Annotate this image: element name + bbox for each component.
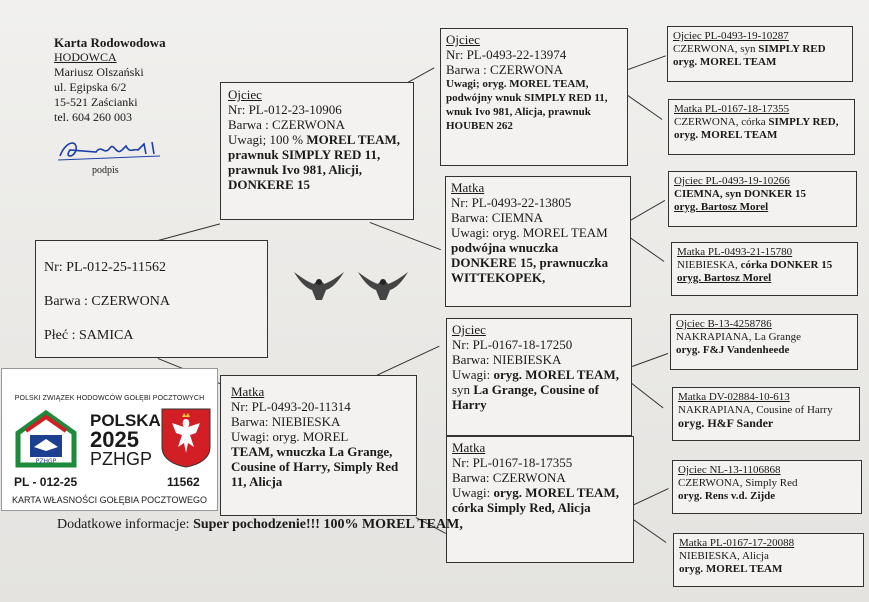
fm-role: Matka — [451, 180, 485, 195]
section-label: HODOWCA — [54, 50, 117, 64]
pigeon-icon — [356, 268, 410, 302]
gg7-ring: NL-13-1106868 — [709, 464, 781, 476]
owner-name: Mariusz Olszański — [54, 65, 144, 79]
breeder-header — [54, 35, 166, 125]
additional-info-text: Super pochodzenie!!! 100% MOREL TEAM, — [193, 517, 463, 532]
gg1-line2 — [673, 43, 847, 56]
mother-ring: Nr: PL-0493-20-11314 — [231, 399, 351, 414]
gg1-box — [667, 26, 853, 82]
mf-notes-a: Uwagi: — [452, 367, 491, 382]
gg3-box — [668, 171, 857, 227]
gg3-origin: oryg. Bartosz Morel — [674, 201, 769, 213]
gg4-ring: PL-0493-21-15780 — [707, 246, 793, 258]
additional-info-label: Dodatkowe informacje: — [57, 517, 190, 532]
card-top-text: POLSKI ZWIĄZEK HODOWCÓW GOŁĘBI POCZTOWYCH — [14, 395, 205, 402]
mm-color: Barwa: CZERWONA — [452, 470, 566, 485]
mother-color: Barwa: NIEBIESKA — [231, 414, 341, 429]
mf-color: Barwa: NIEBIESKA — [452, 352, 562, 367]
fm-ring: Nr: PL-0493-22-13805 — [451, 195, 572, 210]
bird-color: Barwa : CZERWONA — [44, 294, 170, 309]
gg3-role: Ojciec — [674, 175, 703, 187]
gg6-line2: NAKRAPIANA, Cousine of Harry — [678, 404, 833, 416]
gg2-line2 — [674, 116, 849, 142]
gg6-title — [678, 391, 854, 404]
bird-sex: Płeć : SAMICA — [44, 328, 134, 343]
gg2-color: CZERWONA, córka — [674, 116, 766, 128]
owner-phone: tel. 604 260 003 — [54, 110, 132, 124]
gg6-origin: oryg. H&F Sander — [678, 416, 774, 430]
mm-notes-a: Uwagi: — [452, 485, 491, 500]
owner-street: ul. Egipska 6/2 — [54, 80, 127, 94]
polish-eagle-emblem — [160, 407, 212, 469]
gg1-title — [673, 30, 847, 43]
fm-notes-b: podwójna wnuczka DONKERE 15, prawnuczka WITTEKOPEK, — [451, 240, 609, 285]
mother-notes-b: TEAM, wnuczka La Grange, Cousine of Harry, Simply Red 11, Alicja — [231, 444, 399, 489]
gg8-title — [679, 537, 858, 550]
mf-ring: Nr: PL-0167-18-17250 — [452, 337, 573, 352]
mother-notes-a: Uwagi: oryg. MOREL — [231, 429, 349, 444]
card-org: PZHGP — [90, 449, 153, 469]
father-color: Barwa : CZERWONA — [228, 117, 345, 132]
gg8-role: Matka — [679, 537, 708, 549]
ff-notes: Uwagi; oryg. MOREL TEAM, podwójny wnuk SIMPLY RED 11, wnuk Ivo 981, Alicja, prawnuk HOUBEN 262 — [446, 78, 608, 132]
gg2-title — [674, 103, 849, 116]
ownership-card — [1, 368, 218, 511]
gg8-box — [673, 533, 864, 587]
gg4-title — [677, 246, 852, 259]
signature-image — [56, 134, 166, 164]
father-notes — [228, 132, 406, 192]
gg4-box — [671, 242, 858, 296]
gg7-origin: oryg. Rens v.d. Zijde — [678, 490, 776, 502]
gg7-box — [672, 460, 862, 514]
gg1-origin: oryg. MOREL TEAM — [673, 56, 777, 68]
gg7-line2: CZERWONA, Simply Red — [678, 477, 798, 489]
bird-box — [35, 240, 268, 358]
gg8-line2: NIEBIESKA, Alicja — [679, 550, 769, 562]
bird-ring-number: Nr: PL-012-25-11562 — [44, 260, 166, 275]
gg6-ring: DV-02884-10-613 — [708, 391, 790, 403]
card-bottom-text: KARTA WŁASNOŚCI GOŁĘBIA POCZTOWEGO — [11, 495, 208, 505]
mm-notes-b: oryg. MOREL TEAM, córka Simply Red, Alicja — [452, 485, 619, 515]
mf-notes-c: syn — [452, 382, 471, 397]
gg5-line2: NAKRAPIANA, La Grange — [676, 331, 801, 343]
card-country: POLSKA — [90, 411, 161, 430]
father-notes-plain: Uwagi; 100 % — [228, 132, 304, 147]
gg5-ring: B-13-4258786 — [707, 318, 772, 330]
mother-box — [220, 375, 417, 516]
gg5-box — [670, 314, 858, 370]
ff-color: Barwa : CZERWONA — [446, 62, 563, 77]
father-ring: Nr: PL-012-23-10906 — [228, 102, 342, 117]
father-notes-bold: MOREL TEAM, prawnuk SIMPLY RED 11, prawnuk Ivo 981, Alicji, DONKERE 15 — [228, 132, 401, 192]
signature-label: podpis — [92, 165, 119, 176]
gg4-role: Matka — [677, 246, 706, 258]
fm-color: Barwa: CIEMNA — [451, 210, 544, 225]
gg3-title — [674, 175, 851, 188]
mm-box — [446, 436, 634, 563]
gg3-line2: CIEMNA, syn DONKER 15 — [674, 188, 807, 200]
card-ring-left: PL - 012-25 — [14, 475, 78, 489]
gg6-role: Matka — [678, 391, 707, 403]
gg1-color: CZERWONA, syn — [673, 43, 756, 55]
card-year: 2025 — [90, 427, 139, 452]
gg8-origin: oryg. MOREL TEAM — [679, 563, 783, 575]
gg5-origin: oryg. F&J Vandenheede — [676, 344, 790, 356]
ff-role: Ojciec — [446, 32, 480, 47]
gg4-origin: oryg. Bartosz Morel — [677, 272, 772, 284]
additional-info — [57, 516, 477, 533]
father-box — [220, 82, 414, 220]
mf-role: Ojciec — [452, 322, 486, 337]
pigeon-icon — [292, 268, 346, 302]
pzhgp-logo — [12, 407, 80, 475]
gg4-notes: córka DONKER 15 — [740, 259, 833, 271]
gg5-title — [676, 318, 852, 331]
mf-notes — [452, 367, 626, 412]
gg1-ring: PL-0493-19-10287 — [704, 30, 789, 42]
ff-ring: Nr: PL-0493-22-13974 — [446, 47, 567, 62]
fm-box — [445, 176, 631, 307]
mm-role: Matka — [452, 440, 486, 455]
gg8-ring: PL-0167-17-20088 — [709, 537, 795, 549]
fm-notes-a: Uwagi: oryg. MOREL TEAM — [451, 225, 608, 240]
gg2-ring: PL-0167-18-17355 — [704, 103, 790, 115]
gg2-box — [668, 99, 855, 155]
father-role: Ojciec — [228, 87, 262, 102]
gg2-role: Matka — [674, 103, 703, 115]
gg7-title — [678, 464, 856, 477]
mother-role: Matka — [231, 384, 265, 399]
mm-ring: Nr: PL-0167-18-17355 — [452, 455, 573, 470]
owner-city: 15-521 Zaścianki — [54, 95, 138, 109]
ff-box — [440, 28, 628, 166]
logo-text: PZHGP — [35, 458, 57, 465]
mm-notes — [452, 485, 628, 515]
document-title: Karta Rodowodowa — [54, 35, 166, 50]
gg1-sire: SIMPLY RED — [758, 43, 826, 55]
mf-box — [446, 318, 632, 436]
mf-notes-b: oryg. MOREL TEAM, — [493, 367, 619, 382]
gg6-box — [672, 387, 860, 441]
card-ring-right: 11562 — [167, 475, 200, 489]
mf-notes-d: La Grange, Cousine of Harry — [452, 382, 599, 412]
gg4-color: NIEBIESKA, — [677, 259, 738, 271]
gg5-role: Ojciec — [676, 318, 705, 330]
gg7-role: Ojciec — [678, 464, 707, 476]
gg4-line2 — [677, 259, 852, 272]
gg3-ring: PL-0493-19-10266 — [705, 175, 790, 187]
gg1-role: Ojciec — [673, 30, 702, 42]
gg2-notes: SIMPLY RED, oryg. MOREL TEAM — [674, 116, 839, 141]
